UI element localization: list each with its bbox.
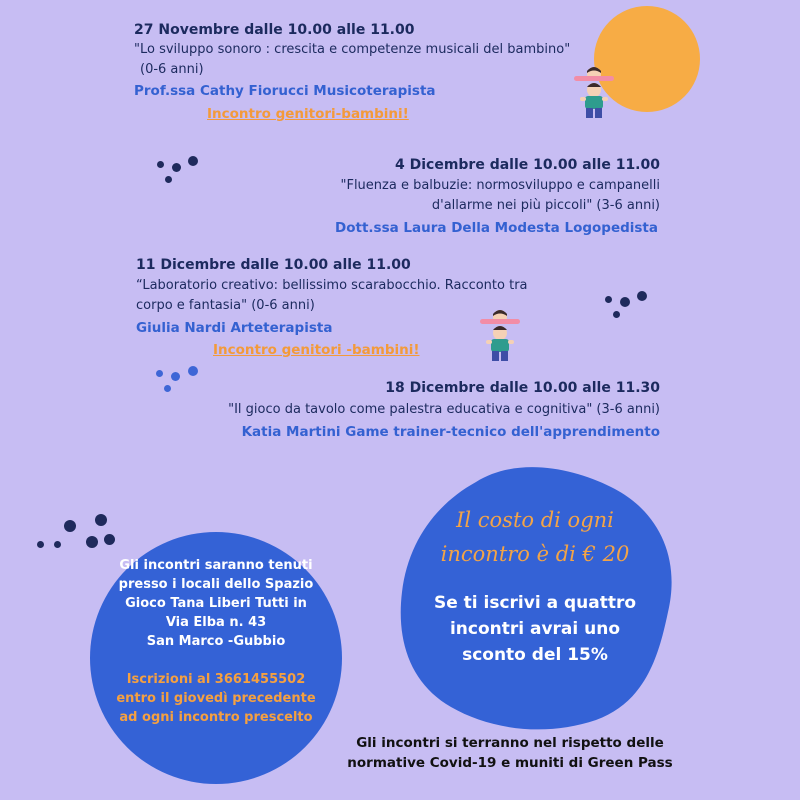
event-3-speaker: Giulia Nardi Arteterapista [136,320,333,336]
dot-cluster-decoration-icon [86,536,98,548]
covid-notice [300,733,720,773]
discount-line: sconto del 15% [462,645,608,665]
dot-cluster-decoration-icon [104,534,115,545]
event-2-date: 4 Dicembre dalle 10.00 alle 11.00 [394,157,660,173]
event-2-age: d'allarme nei più piccoli" (3-6 anni) [431,198,660,213]
dot-cluster-decoration-icon [95,514,107,526]
event-2-speaker: Dott.ssa Laura Della Modesta Logopedista [335,220,658,236]
location-line: Gli incontri saranno tenuti [119,558,313,573]
dot-cluster-decoration-icon [188,156,198,166]
event-1-age: (0-6 anni) [140,62,204,77]
cost-line: Il costo di ogni [456,508,614,532]
covid-notice-line: Gli incontri si terranno nel rispetto delle [356,735,664,751]
location-line: San Marco -Gubbio [146,634,286,649]
event-3-title: “Laboratorio creativo: bellissimo scarabocchio. Racconto tra [136,278,528,293]
event-1-speaker: Prof.ssa Cathy Fiorucci Musicoterapista [134,83,436,99]
dot-cluster-decoration-icon [37,541,44,548]
event-3-age: corpo e fantasia" (0-6 anni) [136,298,315,313]
event-1-date: 27 Novembre dalle 10.00 alle 11.00 [134,22,415,38]
signup-line: entro il giovedì precedente [116,691,316,706]
location-line: presso i locali dello Spazio [118,577,314,592]
event-4-title: "Il gioco da tavolo come palestra educativa e cognitiva" (3-6 anni) [228,402,660,417]
covid-notice-line: normative Covid-19 e muniti di Green Pass [347,755,673,771]
kids-illustration-icon [568,62,620,120]
discount-line: incontri avrai uno [449,619,621,639]
dot-cluster-decoration-icon [54,541,61,548]
dot-cluster-decoration-icon [64,520,76,532]
dot-cluster-decoration-icon [157,161,164,168]
dot-cluster-decoration-icon [620,297,630,307]
signup-line: Iscrizioni al 3661455502 [126,672,306,687]
signup-line: ad ogni incontro prescelto [119,710,313,725]
cost-line: incontro è di € 20 [440,542,630,566]
dot-cluster-decoration-icon [605,296,612,303]
discount-line: Se ti iscrivi a quattro [433,593,637,613]
dot-cluster-decoration-icon [164,385,171,392]
dot-cluster-decoration-icon [165,176,172,183]
event-3-cta[interactable]: Incontro genitori -bambini! [213,342,420,358]
pricing-cost [410,503,660,571]
dot-cluster-decoration-icon [172,163,181,172]
dot-cluster-decoration-icon [637,291,647,301]
dot-cluster-decoration-icon [156,370,163,377]
event-4-speaker: Katia Martini Game trainer-tecnico dell'apprendimento [241,424,660,440]
event-1-title: "Lo sviluppo sonoro : crescita e competenze musicali del bambino" [134,42,571,57]
dot-cluster-decoration-icon [188,366,198,376]
location-line: Gioco Tana Liberi Tutti in [125,596,307,611]
pricing-discount [410,590,660,668]
dot-cluster-decoration-icon [613,311,620,318]
event-3-date: 11 Dicembre dalle 10.00 alle 11.00 [136,257,411,273]
dot-cluster-decoration-icon [171,372,180,381]
event-1-cta[interactable]: Incontro genitori-bambini! [207,106,409,122]
location-info [90,556,342,727]
location-line: Via Elba n. 43 [165,615,267,630]
event-4-date: 18 Dicembre dalle 10.00 alle 11.30 [385,380,660,396]
event-2-title: "Fluenza e balbuzie: normosviluppo e campanelli [340,178,660,193]
kids-illustration-icon [474,305,526,363]
